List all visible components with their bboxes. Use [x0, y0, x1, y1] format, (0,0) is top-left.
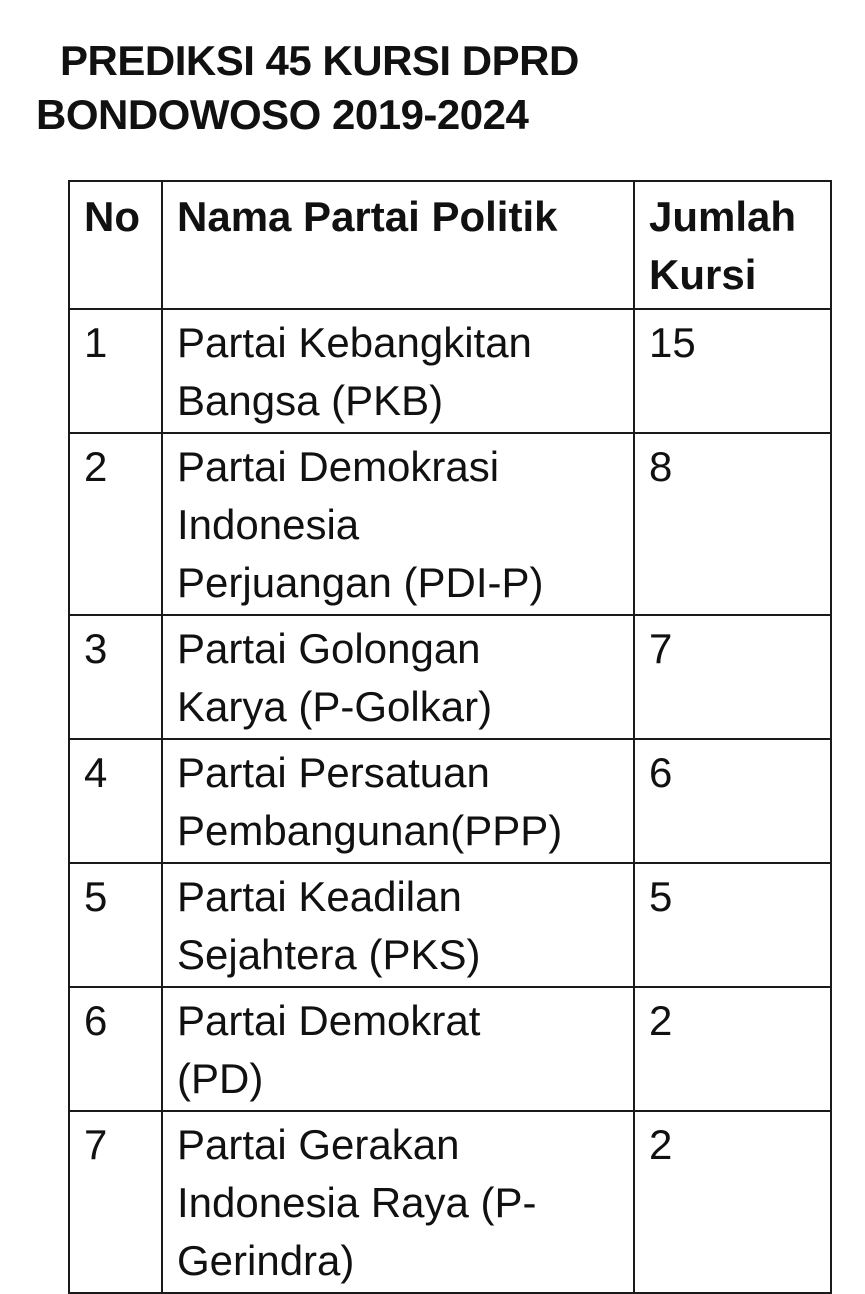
table-row: [69, 309, 831, 433]
table-row: [69, 987, 831, 1111]
row-no: 6: [69, 987, 162, 1111]
party-line: Partai Golongan: [177, 625, 481, 672]
party-line: Gerindra): [177, 1237, 355, 1284]
table-row: [69, 433, 831, 615]
row-no: 4: [69, 739, 162, 863]
table-row: [69, 615, 831, 739]
party-line: Partai Keadilan: [177, 873, 462, 920]
row-party: [162, 309, 634, 433]
table-row: [69, 739, 831, 863]
party-line: Bangsa (PKB): [177, 377, 444, 424]
table-row: [69, 1111, 831, 1293]
row-no: 1: [69, 309, 162, 433]
party-line: (PD): [177, 1055, 264, 1102]
table-row: [69, 863, 831, 987]
row-seats: 5: [634, 863, 831, 987]
party-line: Pembangunan(PPP): [177, 807, 563, 854]
row-no: 7: [69, 1111, 162, 1293]
party-line: Indonesia: [177, 501, 360, 548]
row-no: 2: [69, 433, 162, 615]
party-line: Perjuangan (PDI-P): [177, 559, 544, 606]
table-header-row: [69, 181, 831, 309]
row-party: [162, 1111, 634, 1293]
title-line-2: BONDOWOSO 2019-2024: [36, 91, 529, 138]
party-line: Partai Persatuan: [177, 749, 490, 796]
party-line: Sejahtera (PKS): [177, 931, 481, 978]
row-no: 5: [69, 863, 162, 987]
row-party: [162, 433, 634, 615]
page-title: [36, 34, 836, 142]
party-line: Partai Demokrat: [177, 997, 481, 1044]
row-seats: 8: [634, 433, 831, 615]
row-party: [162, 739, 634, 863]
party-line: Indonesia Raya (P-: [177, 1179, 537, 1226]
row-seats: 2: [634, 987, 831, 1111]
row-party: [162, 987, 634, 1111]
party-line: Partai Demokrasi: [177, 443, 500, 490]
row-party: [162, 863, 634, 987]
row-seats: 15: [634, 309, 831, 433]
header-party: Nama Partai Politik: [162, 181, 634, 309]
title-line-1: PREDIKSI 45 KURSI DPRD: [60, 37, 579, 84]
row-seats: 2: [634, 1111, 831, 1293]
header-seats-line-1: Jumlah: [649, 193, 797, 240]
row-no: 3: [69, 615, 162, 739]
row-seats: 6: [634, 739, 831, 863]
header-no: No: [69, 181, 162, 309]
party-line: Karya (P-Golkar): [177, 683, 493, 730]
party-line: Partai Kebangkitan: [177, 319, 532, 366]
header-seats: [634, 181, 831, 309]
header-seats-line-2: Kursi: [649, 251, 757, 298]
seat-prediction-table: [68, 180, 832, 1294]
party-line: Partai Gerakan: [177, 1121, 460, 1168]
row-seats: 7: [634, 615, 831, 739]
row-party: [162, 615, 634, 739]
